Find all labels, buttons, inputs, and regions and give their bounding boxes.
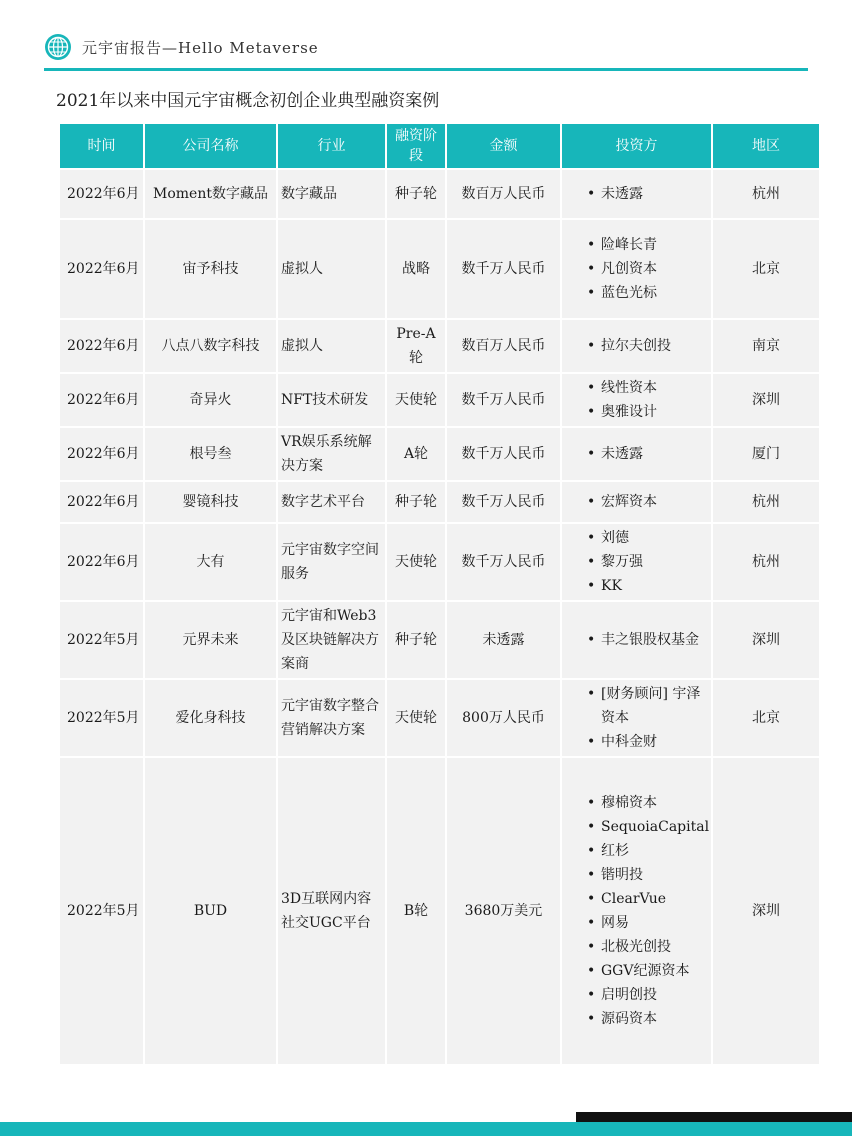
stage-cell: 种子轮 [387,482,445,522]
region-cell: 北京 [713,680,819,756]
amount-cell: 数百万人民币 [447,170,560,218]
industry-cell: VR娱乐系统解决方案 [278,428,385,480]
company-cell: 宙予科技 [145,220,276,318]
date-cell: 2022年6月 [60,374,143,426]
investor-item: • 丰之银股权基金 [587,628,708,652]
investors-cell [562,374,711,426]
industry-cell: 数字艺术平台 [278,482,385,522]
date-cell: 2022年6月 [60,220,143,318]
stage-cell: 天使轮 [387,374,445,426]
investor-list [565,791,708,1031]
investor-list [565,526,708,598]
table-row [60,170,819,218]
investor-list [565,233,708,305]
investor-item: • 网易 [587,911,708,935]
table-row [60,602,819,678]
amount-cell: 数千万人民币 [447,524,560,600]
table-row [60,374,819,426]
industry-cell: 元宇宙数字空间服务 [278,524,385,600]
table-row [60,320,819,372]
company-cell: 爱化身科技 [145,680,276,756]
investors-cell [562,680,711,756]
date-cell: 2022年6月 [60,320,143,372]
region-cell: 厦门 [713,428,819,480]
amount-cell: 数千万人民币 [447,220,560,318]
stage-cell: 种子轮 [387,170,445,218]
investors-cell [562,524,711,600]
industry-cell: 虚拟人 [278,220,385,318]
stage-cell: A轮 [387,428,445,480]
region-cell: 北京 [713,220,819,318]
column-header: 融资阶段 [387,124,445,168]
industry-cell: 元宇宙和Web3及区块链解决方案商 [278,602,385,678]
investor-item: • 奥雅设计 [587,400,708,424]
investor-item: • GGV纪源资本 [587,959,708,983]
investor-item: • [财务顾问] 宇泽资本 [587,682,708,730]
investor-item: • 凡创资本 [587,257,708,281]
investor-item: • SequoiaCapital [587,815,708,839]
region-cell: 杭州 [713,482,819,522]
company-cell: 婴镜科技 [145,482,276,522]
investors-cell [562,482,711,522]
table-row [60,482,819,522]
company-cell: 奇异火 [145,374,276,426]
table-row [60,220,819,318]
column-header: 时间 [60,124,143,168]
region-cell: 杭州 [713,170,819,218]
column-header: 投资方 [562,124,711,168]
investor-item: • ClearVue [587,887,708,911]
investors-cell [562,170,711,218]
date-cell: 2022年5月 [60,758,143,1064]
investor-list [565,376,708,424]
stage-cell: 天使轮 [387,680,445,756]
table-header-row [60,124,819,168]
industry-cell: 元宇宙数字整合营销解决方案 [278,680,385,756]
amount-cell: 800万人民币 [447,680,560,756]
column-header: 地区 [713,124,819,168]
investor-item: • 险峰长青 [587,233,708,257]
stage-cell: Pre-A轮 [387,320,445,372]
investor-item: • 线性资本 [587,376,708,400]
company-cell: 大有 [145,524,276,600]
investors-cell [562,220,711,318]
footer-bar [0,1122,852,1136]
stage-cell: 天使轮 [387,524,445,600]
financing-table [58,122,821,1066]
investor-list [565,442,708,466]
footer-accent-bar [576,1112,852,1122]
investor-item: • 刘德 [587,526,708,550]
investor-list [565,182,708,206]
investor-item: • 锴明投 [587,863,708,887]
region-cell: 深圳 [713,758,819,1064]
investor-item: • 蓝色光标 [587,281,708,305]
industry-cell: 虚拟人 [278,320,385,372]
date-cell: 2022年6月 [60,482,143,522]
table-row [60,758,819,1064]
investor-item: • 北极光创投 [587,935,708,959]
investor-list [565,334,708,358]
amount-cell: 数百万人民币 [447,320,560,372]
industry-cell: 数字藏品 [278,170,385,218]
region-cell: 深圳 [713,374,819,426]
investor-item: • 红杉 [587,839,708,863]
date-cell: 2022年5月 [60,602,143,678]
region-cell: 南京 [713,320,819,372]
column-header: 行业 [278,124,385,168]
company-cell: 元界未来 [145,602,276,678]
investor-item: • 未透露 [587,182,708,206]
amount-cell: 数千万人民币 [447,428,560,480]
investor-list [565,490,708,514]
amount-cell: 3680万美元 [447,758,560,1064]
date-cell: 2022年6月 [60,524,143,600]
company-cell: Moment数字藏品 [145,170,276,218]
report-brand: 元宇宙报告—Hello Metaverse [82,38,319,57]
company-cell: 根号叁 [145,428,276,480]
column-header: 金额 [447,124,560,168]
table-row [60,680,819,756]
page-title: 2021年以来中国元宇宙概念初创企业典型融资案例 [56,91,440,111]
investor-item: • 源码资本 [587,1007,708,1031]
column-header: 公司名称 [145,124,276,168]
investor-item: • 拉尔夫创投 [587,334,708,358]
region-cell: 杭州 [713,524,819,600]
industry-cell: 3D互联网内容社交UGC平台 [278,758,385,1064]
stage-cell: 种子轮 [387,602,445,678]
date-cell: 2022年6月 [60,170,143,218]
investor-item: • 未透露 [587,442,708,466]
amount-cell: 数千万人民币 [447,482,560,522]
investor-item: • KK [587,574,708,598]
company-cell: 八点八数字科技 [145,320,276,372]
date-cell: 2022年5月 [60,680,143,756]
region-cell: 深圳 [713,602,819,678]
investor-list [565,682,708,754]
investor-list [565,628,708,652]
investors-cell [562,428,711,480]
investors-cell [562,320,711,372]
stage-cell: 战略 [387,220,445,318]
globe-logo-icon [44,33,72,61]
investor-item: • 黎万强 [587,550,708,574]
investor-item: • 宏辉资本 [587,490,708,514]
header-divider [44,68,808,71]
table-row [60,428,819,480]
amount-cell: 数千万人民币 [447,374,560,426]
investor-item: • 中科金财 [587,730,708,754]
industry-cell: NFT技术研发 [278,374,385,426]
investor-item: • 启明创投 [587,983,708,1007]
stage-cell: B轮 [387,758,445,1064]
table-row [60,524,819,600]
company-cell: BUD [145,758,276,1064]
amount-cell: 未透露 [447,602,560,678]
date-cell: 2022年6月 [60,428,143,480]
investor-item: • 穆棉资本 [587,791,708,815]
investors-cell [562,602,711,678]
investors-cell [562,758,711,1064]
report-header [44,32,319,62]
